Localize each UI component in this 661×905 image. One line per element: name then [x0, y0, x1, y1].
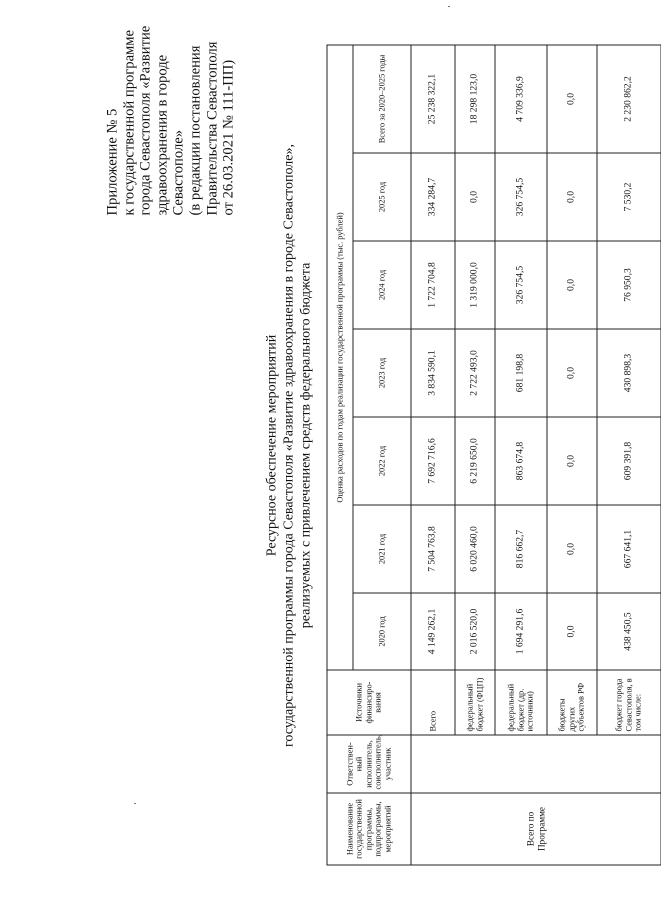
- value-cell: 0,0: [547, 417, 597, 505]
- header-name: Наименование государственной программы, подпрограммы, мероприятий: [327, 793, 411, 865]
- value-cell: 7 504 763,8: [411, 505, 455, 593]
- annex-line: к государственной программе: [120, 29, 137, 215]
- annex-line: Правительства Севастополя: [203, 41, 220, 215]
- annex-line: здравоохранения в городе: [153, 54, 170, 215]
- header-year: 2020 год: [353, 593, 411, 670]
- annex-line: Севастополе»: [170, 129, 187, 215]
- source-cell: Всего: [411, 670, 455, 735]
- value-cell: 25 238 322,1: [411, 44, 455, 152]
- value-cell: 816 662,7: [495, 505, 547, 593]
- value-cell: 0,0: [547, 153, 597, 241]
- header-year: 2022 год: [353, 417, 411, 505]
- source-cell: федеральный бюджет (др. источники): [495, 670, 547, 735]
- value-cell: 438 450,5: [597, 593, 661, 670]
- document-title-line-3: реализуемых с привлечением средств федерального бюджета: [298, 262, 313, 628]
- table-row: [411, 44, 455, 864]
- value-cell: 1 319 000,0: [455, 241, 495, 329]
- header-year: 2025 год: [353, 153, 411, 241]
- value-cell: 6 219 650,0: [455, 417, 495, 505]
- value-cell: 2 722 493,0: [455, 329, 495, 417]
- source-cell: бюджеты других субъектов РФ: [547, 670, 597, 735]
- value-cell: 0,0: [547, 505, 597, 593]
- value-cell: 0,0: [547, 593, 597, 670]
- value-cell: 667 641,1: [597, 505, 661, 593]
- value-cell: 18 298 123,0: [455, 44, 495, 152]
- value-cell: 0,0: [455, 153, 495, 241]
- annex-block: [104, 10, 237, 215]
- header-year: 2024 год: [353, 241, 411, 329]
- value-cell: 863 674,8: [495, 417, 547, 505]
- header-source: Источники финансиро-вания: [327, 670, 411, 735]
- value-cell: 7 530,2: [597, 153, 661, 241]
- value-cell: 3 834 590,1: [411, 329, 455, 417]
- document-title-line-1: Ресурсное обеспечение мероприятий: [264, 334, 279, 556]
- value-cell: 2 016 520,0: [455, 593, 495, 670]
- value-cell: 0,0: [547, 241, 597, 329]
- responsible-cell: [411, 735, 661, 793]
- source-cell: бюджет города Севастополя, в том числе:: [597, 670, 661, 735]
- document-title-line-2: государственной программы города Севастополя «Развитие здравоохранения в городе Севастополе»,: [281, 143, 296, 747]
- value-cell: 6 020 460,0: [455, 505, 495, 593]
- source-cell: федеральный бюджет (ФЦП): [455, 670, 495, 735]
- annex-line: (в редакции постановления: [186, 45, 203, 215]
- value-cell: 4 709 336,9: [495, 44, 547, 152]
- header-row: [327, 44, 353, 864]
- value-cell: 326 754,5: [495, 153, 547, 241]
- resource-table: [326, 44, 661, 865]
- header-estimate: Оценка расходов по годам реализации государственной программы (тыс. рублей): [327, 44, 353, 669]
- annex-line: Приложение № 5: [104, 108, 120, 215]
- value-cell: 0,0: [547, 329, 597, 417]
- value-cell: 7 692 716,6: [411, 417, 455, 505]
- value-cell: 1 694 291,6: [495, 593, 547, 670]
- value-cell: 4 149 262,1: [411, 593, 455, 670]
- value-cell: 681 198,8: [495, 329, 547, 417]
- annex-line: города Севастополя «Развитие: [137, 25, 154, 215]
- header-year: 2023 год: [353, 329, 411, 417]
- group-name-cell: Всего по Программе: [411, 793, 661, 865]
- annex-line: от 26.03.2021 № 111-ПП): [220, 59, 237, 215]
- value-cell: 609 391,8: [597, 417, 661, 505]
- value-cell: 326 754,5: [495, 241, 547, 329]
- header-year: 2021 год: [353, 505, 411, 593]
- value-cell: 0,0: [547, 44, 597, 152]
- value-cell: 76 950,3: [597, 241, 661, 329]
- value-cell: 430 898,3: [597, 329, 661, 417]
- value-cell: 334 284,7: [411, 153, 455, 241]
- value-cell: 2 230 862,2: [597, 44, 661, 152]
- value-cell: 1 722 704,8: [411, 241, 455, 329]
- header-total: Всего за 2020–2025 годы: [353, 44, 411, 152]
- header-responsible: Ответствен-ный исполнитель, соисполнитель, участник: [327, 735, 411, 793]
